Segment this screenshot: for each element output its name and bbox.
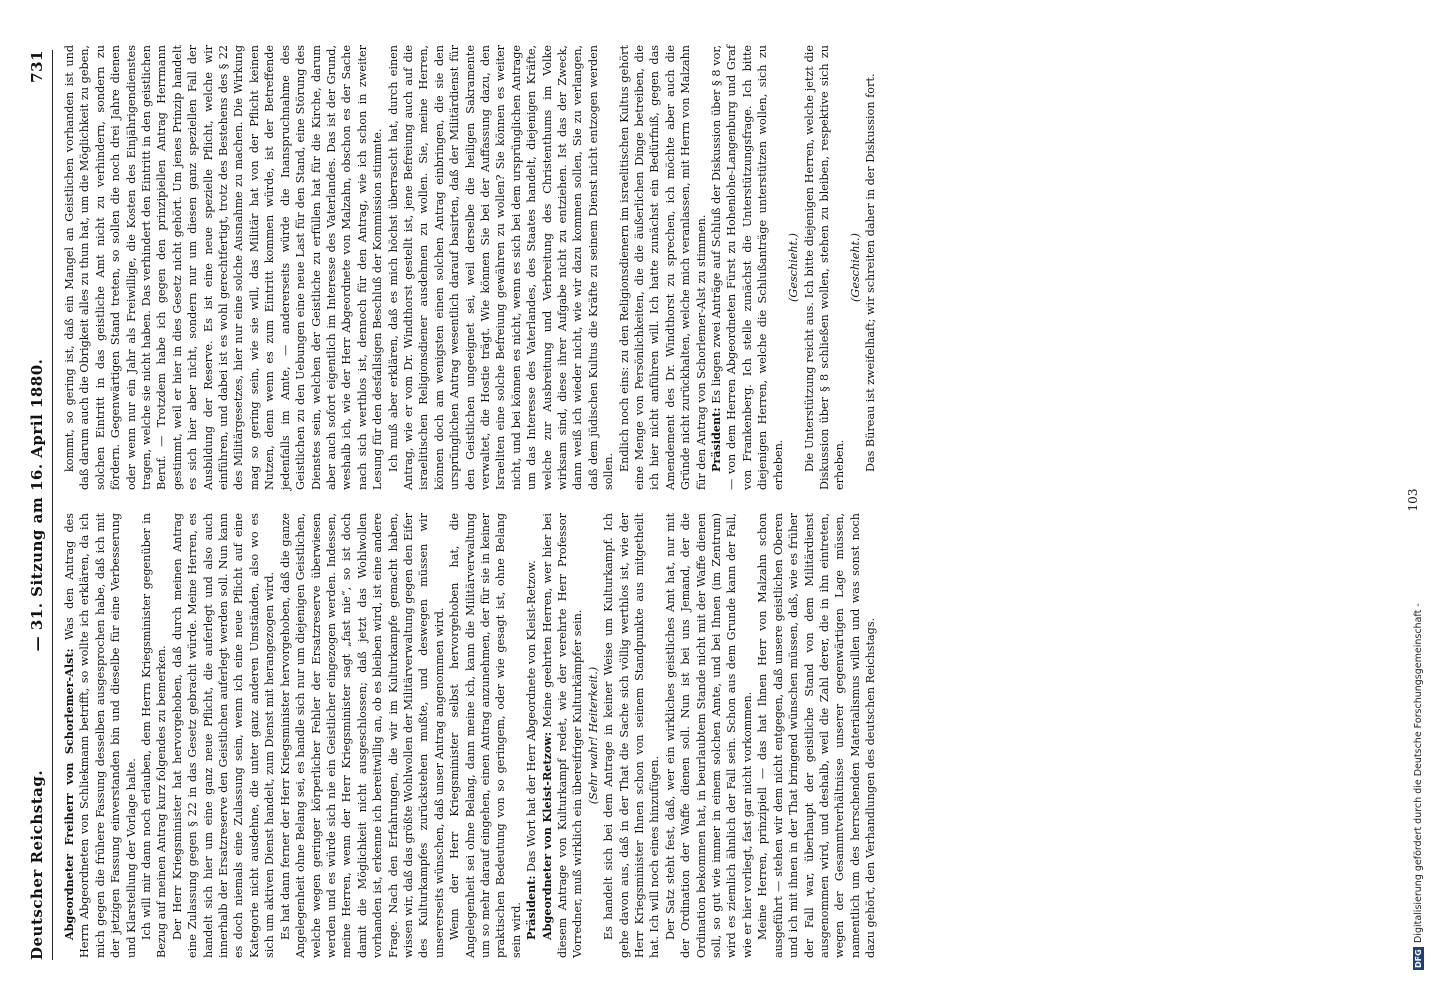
paragraph	[139, 513, 170, 958]
paragraph-text: Das Büreau ist zweifelhaft; wir schreiten daher in der Diskussion fort.	[864, 73, 878, 472]
paragraph	[170, 513, 278, 958]
stage-direction	[586, 513, 601, 958]
paragraph	[524, 513, 539, 958]
digitization-credit	[1398, 30, 1424, 970]
paragraph	[62, 513, 139, 958]
text-column-left	[62, 513, 879, 958]
paragraph-text: (Geschieht.)	[848, 233, 862, 302]
stage-direction	[848, 45, 863, 490]
credit-text: Digitalisierung gefördert durch die Deutsche Forschungsgemeinschaft -	[1413, 603, 1424, 944]
header-session: — 31. Sitzung am 16. April 1880.	[28, 358, 46, 652]
paragraph	[863, 45, 878, 490]
paragraph-text: Die Unterstützung reicht aus. Ich bitte diejenigen Herren, welche jetzt die Diskussion über § 8 schließen wollen, stehen zu bleiben, respektive sich zu erheben.	[802, 45, 847, 490]
paragraph	[386, 45, 617, 490]
paragraph	[802, 45, 848, 490]
header-rule	[52, 50, 53, 960]
speaker-name: Präsident:	[709, 407, 724, 472]
paragraph-text: kommt, so gering ist, daß ein Mangel an Geistlichen vorhanden ist und daß darum auch die Obrigkeit alles zu thun hat, um die Möglichkeit zu geben, solchen Eintritt in das geistliche Amt nicht zu verhindern, sondern zu fördern. Gegenwärtigen Stand treten, so sollen die noch drei Jahre dienen oder wenn nur ein Jahr als Freiwillige, die Kosten des Einjährigendienstes tragen, welche sie nicht haben. Das verhindert den Eintritt in den geistlichen Beruf. — Trotzdem habe ich gegen den prinzipiellen Antrag Herrmann gestimmt, weil er hier in dies Gesetz nicht gehört. Um jenes Prinzip handelt es sich hier aber nicht, sondern nur um diesen ganz speziellen Fall der Ausbildung der Reserve. Es ist eine neue spezielle Pflicht, welche wir einführen, und dabei ist es wohl gerechtfertigt, trotz des Bestehens des § 22 des Militärgesetzes, hier nur eine solche Ausnahme zu machen. Die Wirkung mag so gering sein, wie sie will, das Militär hat von der Pflicht keinen Nutzen, denn wenn es zum Eintritt kommen würde, ist der Betreffende jedenfalls im Amte, — andererseits würde die Inanspruchnahme des Geistlichen zu den Uebungen eine neue Last für den Stand, eine Störung des Dienstes sein, welchen der Geistliche zu erfüllen hat für die Kirche, darum aber auch sofort eigentlich im Interesse des Vaterlandes. Das ist der Grund, weshalb ich, wie der Herr Abgeordnete von Malzahn, obschon es der Sache nach sich werthlos ist, dennoch für den Antrag, wie ich schon in zweiter Lesung für den desfallsigen Beschluß der Kommission stimmte.	[63, 45, 385, 490]
header-title: Deutscher Reichstag.	[28, 769, 46, 960]
paragraph	[447, 513, 524, 958]
sheet-number: 103	[1406, 488, 1420, 512]
speaker-name: Abgeordneter von Kleist-Retzow:	[539, 731, 554, 940]
paragraph	[617, 45, 709, 490]
paragraph	[663, 513, 755, 958]
paragraph-text: Es hat dann ferner der Herr Kriegsminister hervorgehoben, daß die ganze Angelegenheit ohne Belang sei, es handle sich nur um diejenigen Geistlichen, welche wegen geringer körperlicher Fehler der Ersatzreserve überwiesen werden und es würde sich nie ein Geistlicher eingezogen werden. Indessen, meine Herren, wenn der Herr Kriegsminister sagt „fast nie“, so ist doch damit die Möglichkeit nicht ausgeschlossen; daß jetzt das Wohlwollen vorhanden ist, erkenne ich bereitwillig an, ob es bleiben wird, ist eine andere Frage. Nach den Erfahrungen, die wir im Kulturkampfe gemacht haben, wissen wir, daß das größte Wohlwollen der Militärverwaltung gegen den Eifer des Kulturkampfes zurückstehen mußte, und deswegen müssen wir unsererseits wünschen, daß unser Antrag angenommen wird.	[278, 513, 446, 958]
paragraph-text: Wenn der Herr Kriegsminister selbst hervorgehoben hat, die Angelegenheit sei ohne Belang, dann meine ich, kann die Militärverwaltung um so mehr darauf eingehen, einen Antrag anzunehmen, der für sie in keiner praktischen Bedeutung von so geringem, oder wie gesagt ist, ohne Belang sein wird.	[448, 513, 523, 958]
paragraph-text: (Geschieht.)	[787, 233, 801, 302]
paragraph-text: Meine Herren, prinzipiell — das hat Ihnen Herr von Malzahn schon ausgeführt — stehen wir dem nicht entgegen, daß unsere geistlichen Oberen und ich mit ihnen in der That bringend wünschen müssen, daß, wie es früher der Fall war, überhaupt der geistliche Stand von dem Militärdienst ausgenommen wird, und deshalb, weil die Zahl derer, die in ihn eintreten, wegen der Gesammtverhältnisse unserer gegenwärtigen Lage müssen, namentlich um des herrschenden Materialismus willen und was sonst noch dazu gehört, den Verhandlungen des deutschen Reichstags.	[756, 513, 878, 958]
paragraph-text: (Sehr wahr! Heiterkeit.)	[586, 666, 600, 805]
paragraph-text: Der Herr Kriegsminister hat hervorgehoben, daß durch meinen Antrag eine Zulassung gegen § 22 in das Gesetz gebracht würde. Meine Herren, es handelt sich hier um eine ganz neue Pflicht, die auferlegt und also auch innerhalb der Ersatzreserve den Geistlichen auferlegt werden soll. Nun kann es doch niemals eine Zulassung sein, wenn ich eine neue Pflicht auf eine Kategorie nicht ausdehne, die unter ganz anderen Umständen, also wo es sich um aktiven Dienst handelt, zum Dienst mit herangezogen wird.	[170, 513, 277, 958]
paragraph-text: Das Wort hat der Herr Abgeordnete von Kleist-Retzow.	[525, 560, 539, 876]
header-page-number: 731	[28, 50, 46, 83]
speaker-name: Abgeordneter Freiherr von Schorlemer-Alst:	[62, 648, 76, 940]
text-column-right	[62, 45, 879, 490]
paragraph	[709, 45, 786, 490]
paragraph	[601, 513, 663, 958]
paragraph-text: Was den Antrag des Herrn Abgeordneten von Schliekmann betrifft, so wollte ich erklären, da ich mich gegen die frühere Fassung desselben ausgesprochen habe, daß ich mit der jetzigen Fassung einverstanden bin und dieselbe für eine Verbesserung und Klarstellung der Vorlage halte.	[63, 513, 138, 958]
paragraph-text: Es handelt sich bei dem Antrage in keiner Weise um Kulturkampf. Ich gehe davon aus, daß in der That die Sache sich völlig werthlos ist, wie der Herr Kriegsminister Ihnen schon von seinem Standpunkte aus mitgetheilt hat. Ich will noch eines hinzufügen.	[602, 513, 662, 958]
paragraph-text: Meine geehrten Herren, wer hier bei diesem Antrage von Kulturkampf redet, wie der verehrte Herr Professor Vorredner, muß wirklich ein übereifriger Kulturkämpfer sein.	[540, 513, 585, 958]
paragraph	[540, 513, 586, 958]
paragraph-text: Es liegen zwei Anträge auf Schluß der Diskussion über § 8 vor, — von dem Herren Abgeordneten Fürst zu Hohenlohe-Langenburg und Graf von Frankenberg. Ich stelle zunächst die Unterstützungsfrage. Ich bitte diejenigen Herren, welche die Schlußanträge unterstützen wollen, sich zu erheben.	[710, 45, 785, 490]
stage-direction	[786, 45, 801, 490]
paragraph-text: Ich will mir dann noch erlauben, dem Herrn Kriegsminister gegenüber in Bezug auf meinen Antrag kurz folgendes zu bemerken.	[140, 513, 169, 958]
paragraph-text: Ich muß aber erklären, daß es mich höchst überrascht hat, durch einen Antrag, wie er vom Dr. Windthorst gestellt ist, jene Befreiung auch auf die israelitischen Religionsdiener ausdehnen zu wollen. Sie, meine Herren, können doch am wenigsten einen solchen Antrag einbringen, die sie den ursprünglichen Antrag wesentlich darauf basirten, daß der Militärdienst für den Geistlichen ungeeignet sei, weil derselbe die heiligen Sakramente verwaltet, die Hostie trägt. Wie können Sie bei der Auffassung dazu, den Israeliten eine solche Befreiung gewähren zu wollen? Sie können es weiter nicht, und bei können es nicht, wenn es sich bei dem ursprünglichen Antrage um das Interesse des Vaterlandes, des Staates handelt, diejenigen Kräfte, welche zur Ausbreitung und Verbreitung des Christenthums im Volke wirksam sind, diese ihrer Aufgabe nicht zu entziehen. Ist das der Zweck, dann weiß ich wieder nicht, wie wir dazu kommen sollen, Sie zu verlangen, daß dem jüdischen Kultus die Kräfte zu seinem Dienst nicht entzogen werden sollen.	[386, 45, 616, 490]
speaker-name: Präsident:	[524, 875, 539, 940]
paragraph	[278, 513, 447, 958]
paragraph	[62, 45, 386, 490]
paragraph	[755, 513, 878, 958]
paragraph-text: Endlich noch eins: zu den Religionsdienern im israelitischen Kultus gehört eine Menge von Persönlichkeiten, die die äußerlichen Dinge betreiben, die ich hier nicht anführen will. Ich hatte zunächst ein Bedürfniß, gegen das Amendement des Dr. Windthorst zu sprechen, ich möchte aber auch die Gründe nicht zurückhalten, welche mich veranlassen, mit Herrn von Malzahn für den Antrag von Schorlemer-Alst zu stimmen.	[617, 45, 708, 490]
page-header	[28, 50, 54, 960]
paragraph-text: Der Satz steht fest, daß, wer ein wirkliches geistliches Amt hat, nur mit der Ordination der Waffe dienen soll. Nun ist bei uns Jemand, der die Ordination bekommen hat, in beurlaubtem Stande nicht mit der Waffe dienen soll, so gut wie immer in einem solchen Amte, und bei Ihnen (im Zentrum) wird es ziemlich ähnlich der Fall sein. Schon aus dem Grunde kann der Fall, wie er hier vorliegt, fast gar nicht vorkommen.	[663, 513, 754, 958]
dfg-logo: DFG	[1414, 949, 1423, 968]
